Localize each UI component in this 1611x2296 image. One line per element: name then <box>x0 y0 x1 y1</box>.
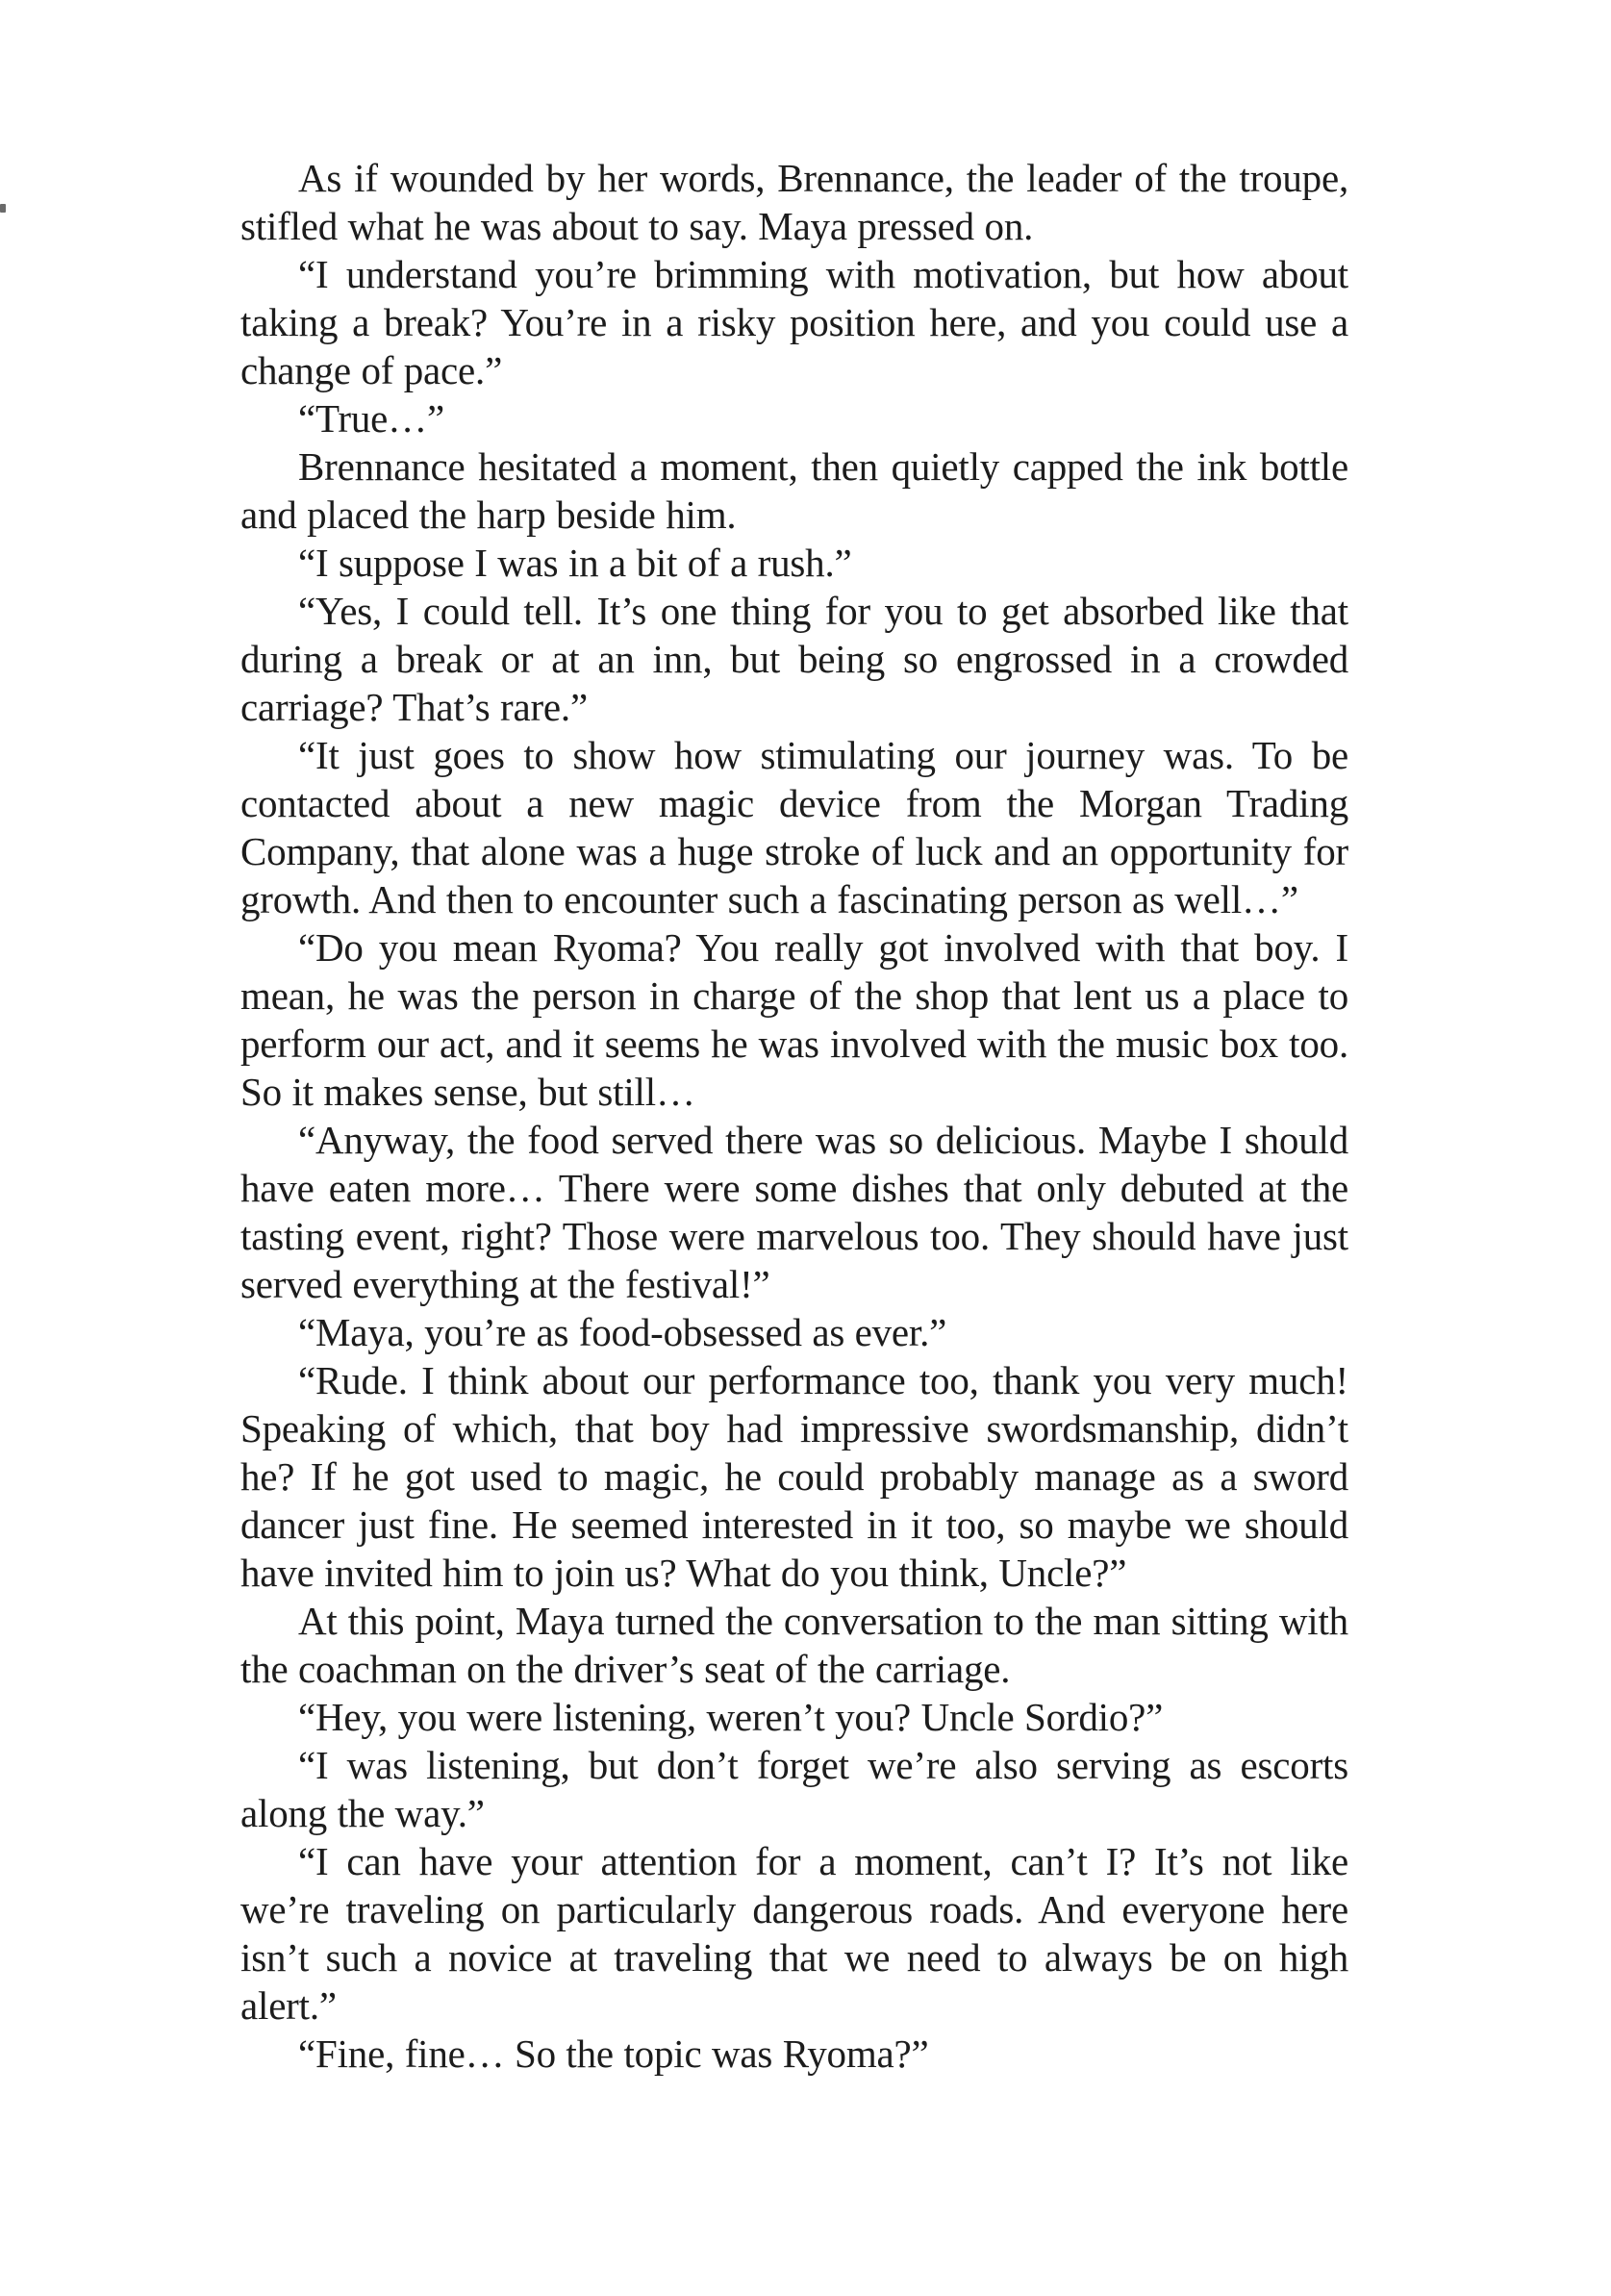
paragraph: “I can have your attention for a moment, can’t I? It’s not like we’re traveling on particularly dangerous roads. And everyone here isn’t such a novice at traveling that we need to always be on high alert.” <box>240 1839 1348 2028</box>
paragraph: Brennance hesitated a moment, then quietly capped the ink bottle and placed the harp beside him. <box>240 444 1348 537</box>
paragraph: “I understand you’re brimming with motivation, but how about taking a break? You’re in a risky position here, and you could use a change of pace.” <box>240 252 1348 392</box>
paragraph: “Hey, you were listening, weren’t you? Uncle Sordio?” <box>298 1695 1164 1739</box>
paragraph: “Rude. I think about our performance too, thank you very much! Speaking of which, that boy had impressive swordsmanship, didn’t he? If he got used to magic, he could probably manage as a sword dancer just fine. He seemed interested in it too, so maybe we should have invited him to join us? What do you think, Uncle?” <box>240 1358 1348 1595</box>
paragraph: “I was listening, but don’t forget we’re also serving as escorts along the way.” <box>240 1743 1348 1835</box>
paragraph: “Anyway, the food served there was so delicious. Maybe I should have eaten more… There were some dishes that only debuted at the tasting event, right? Those were marvelous too. They should have just served everything at the festival!” <box>240 1118 1348 1306</box>
paragraph: “Yes, I could tell. It’s one thing for you to get absorbed like that during a break or at an inn, but being so engrossed in a crowded carriage? That’s rare.” <box>240 589 1348 729</box>
paragraph: As if wounded by her words, Brennance, the leader of the troupe, stifled what he was about to say. Maya pressed on. <box>240 156 1348 248</box>
text-column <box>240 154 1348 2078</box>
paragraph: “Do you mean Ryoma? You really got involved with that boy. I mean, he was the person in charge of the shop that lent us a place to perform our act, and it seems he was involved with the music box too. So it makes sense, but still… <box>240 925 1348 1114</box>
paragraph: “True…” <box>298 396 444 441</box>
paragraph: “I suppose I was in a bit of a rush.” <box>298 541 852 585</box>
page-edge-artifact <box>0 204 6 213</box>
paragraph: “Fine, fine… So the topic was Ryoma?” <box>298 2031 929 2076</box>
paragraph: “Maya, you’re as food-obsessed as ever.” <box>298 1310 947 1354</box>
paragraph: At this point, Maya turned the conversation to the man sitting with the coachman on the driver’s seat of the carriage. <box>240 1599 1348 1691</box>
paragraph: “It just goes to show how stimulating our journey was. To be contacted about a new magic device from the Morgan Trading Company, that alone was a huge stroke of luck and an opportunity for growth. And then to encounter such a fascinating person as well…” <box>240 733 1348 921</box>
